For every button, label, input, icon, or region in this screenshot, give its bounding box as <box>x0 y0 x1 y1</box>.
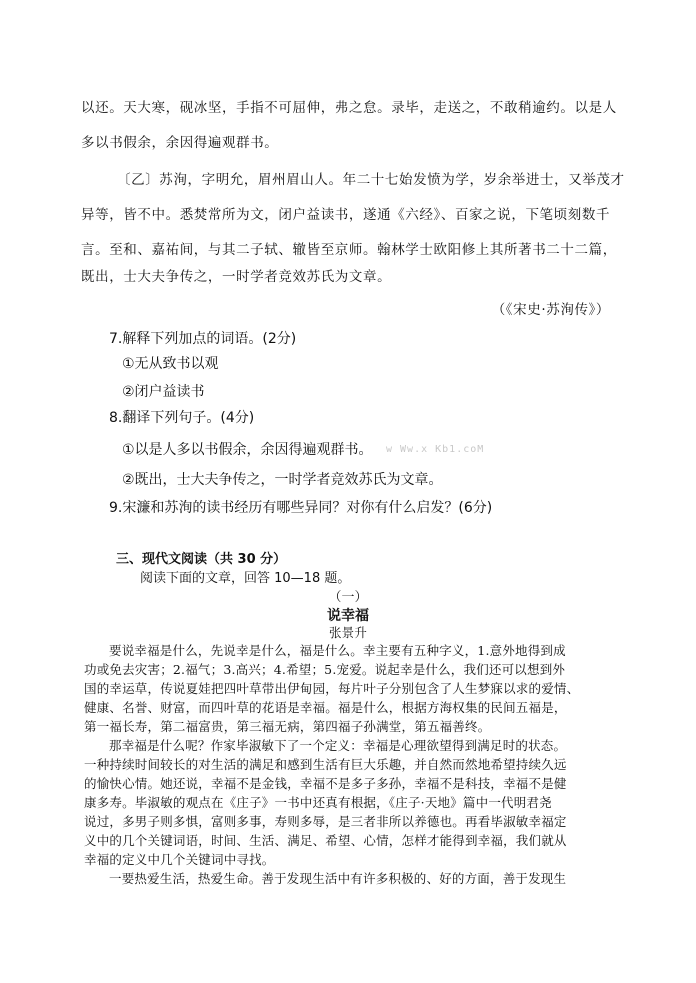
article-title: 说幸福 <box>327 608 369 624</box>
passage-a-line: 多以书假余，余因得遍观群书。 <box>81 135 279 151</box>
watermark-text: w Ww.x Kb1.coM <box>386 444 485 455</box>
article-line: 义中的几个关键词语，时间、生活、满足、希望、心情，怎样才能得到幸福，我们就从 <box>84 833 567 848</box>
question-8: 8.翻译下列句子。(4分) <box>109 410 255 426</box>
passage-a-line: 以还。天大寒，砚冰坚，手指不可屈伸，弗之怠。录毕，走送之，不敢稍逾约。以是人 <box>81 100 617 116</box>
article-line: 要说幸福是什么，先说幸是什么，福是什么。幸主要有五种字义，1.意外地得到成 <box>109 643 566 658</box>
question-8-item-2: ②既出，士大夫争传之，一时学者竞效苏氏为文章。 <box>122 472 443 488</box>
source-citation: （《宋史·苏洵传》） <box>491 302 610 318</box>
article-line: 国的幸运草，传说夏娃把四叶草带出伊甸园，每片叶子分别包含了人生梦寐以求的爱情、 <box>84 681 580 696</box>
passage-b-line: 异等，皆不中。悉焚常所为文，闭户益读书，遂通《六经》、百家之说，下笔顷刻数千 <box>81 207 611 223</box>
section-instruction: 阅读下面的文章，回答 10—18 题。 <box>140 571 351 586</box>
article-line: 健康、名誉、财富，而四叶草的花语是幸福。福是什么，根据方海权集的民间五福是， <box>84 700 567 715</box>
article-author: 张景升 <box>328 625 368 640</box>
question-7: 7.解释下列加点的词语。(2分) <box>109 331 297 347</box>
article-line: 一要热爱生活，热爱生命。善于发现生活中有许多积极的、好的方面，善于发现生 <box>109 871 567 886</box>
part-number: （一） <box>328 590 368 605</box>
article-line: 第一福长寿，第二福富贵，第三福无病，第四福子孙满堂，第五福善终。 <box>84 719 491 734</box>
article-line: 康多寿。毕淑敏的观点在《庄子》一书中还真有根据，《庄子·天地》篇中一代明君尧 <box>84 795 552 810</box>
question-9: 9.宋濂和苏洵的读书经历有哪些异同？对你有什么启发？(6分) <box>109 500 493 516</box>
article-line: 一种持续时间较长的对生活的满足和感到生活有巨大乐趣，并自然而然地希望持续久远 <box>84 757 567 772</box>
question-7-item-1: ①无从致书以观 <box>122 356 219 372</box>
article-line: 幸福的定义中几个关键词中寻找。 <box>84 852 275 867</box>
passage-b-line: 〔乙〕苏洵，字明允，眉州眉山人。年二十七始发愤为学，岁余举进士，又举茂才 <box>117 172 625 188</box>
question-7-item-2: ②闭户益读书 <box>122 384 205 400</box>
article-line: 那幸福是什么呢？作家毕淑敏下了一个定义：幸福是心理欲望得到满足时的状态。 <box>109 738 567 753</box>
article-line: 的愉快心情。她还说，幸福不是金钱，幸福不是多子多孙，幸福不是科技，幸福不是健 <box>84 776 567 791</box>
passage-b-line: 既出，士大夫争传之，一时学者竞效苏氏为文章。 <box>81 269 392 285</box>
passage-b-line: 言。至和、嘉祐间，与其二子轼、辙皆至京师。翰林学士欧阳修上其所著书二十二篇， <box>81 242 617 258</box>
article-line: 功或免去灾害；2.福气；3.高兴；4.希望；5.宠爱。说起幸是什么，我们还可以想到外 <box>84 662 566 677</box>
question-8-item-1: ①以是人多以书假余，余因得遍观群书。 <box>122 442 373 458</box>
article-line: 说过，多男子则多惧，富则多事，寿则多辱，是三者非所以养德也。再看毕淑敏幸福定 <box>84 814 567 829</box>
section-title: 三、现代文阅读（共 30 分） <box>116 552 287 567</box>
